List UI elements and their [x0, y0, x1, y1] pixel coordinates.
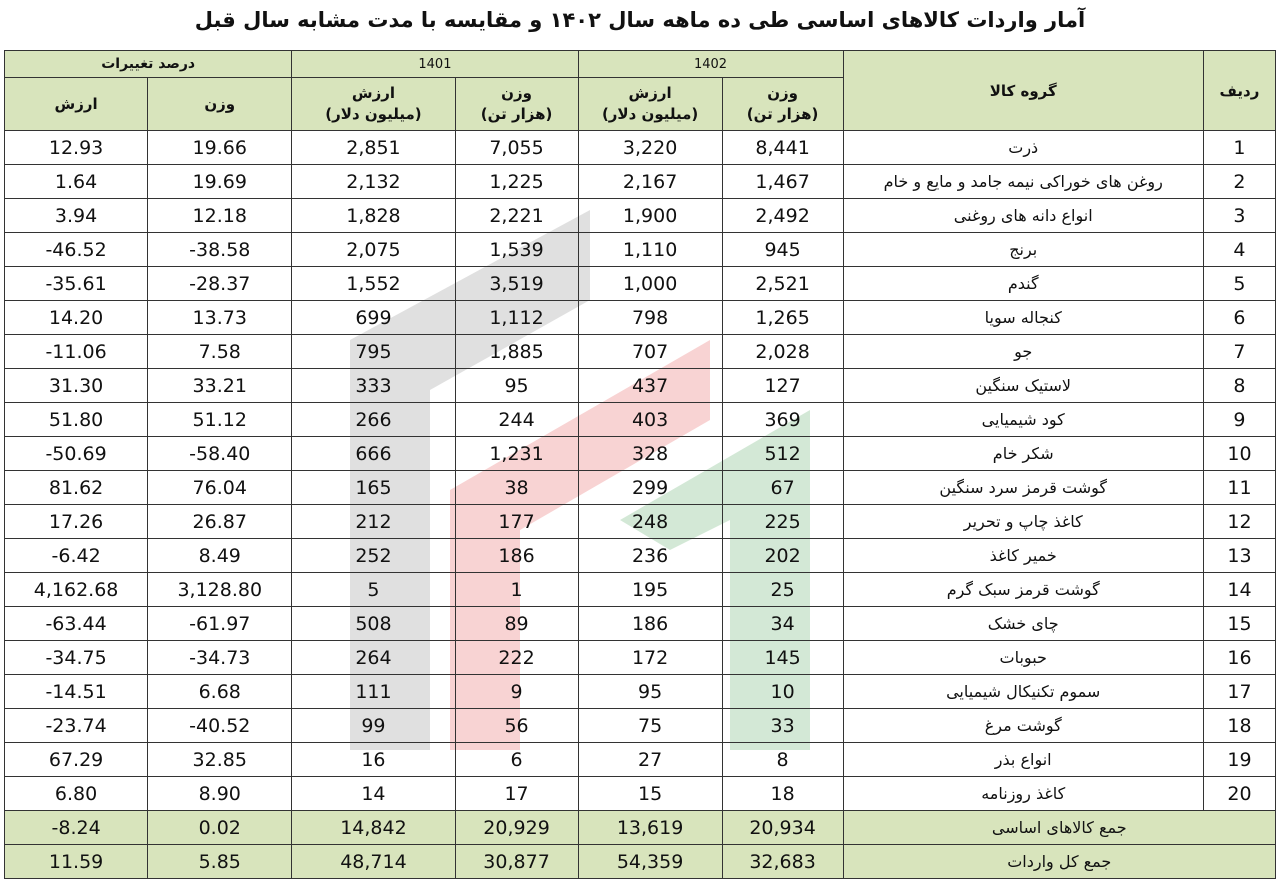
- weight-1402-cell: 945: [722, 233, 843, 267]
- value-1401-cell: 795: [292, 335, 455, 369]
- commodity-name: کاغذ روزنامه: [843, 777, 1203, 811]
- table-row: [5, 131, 1276, 165]
- total-weight-1402-cell: 32,683: [722, 845, 843, 879]
- row-number: 10: [1203, 437, 1275, 471]
- header-change-value: ارزش: [5, 78, 148, 131]
- row-number: 3: [1203, 199, 1275, 233]
- commodity-name: گوشت قرمز سرد سنگین: [843, 471, 1203, 505]
- weight-1401-cell: 95: [455, 369, 578, 403]
- row-number: 9: [1203, 403, 1275, 437]
- change-value-cell: 6.80: [5, 777, 148, 811]
- value-1401-cell: 16: [292, 743, 455, 777]
- table-row: [5, 233, 1276, 267]
- weight-1401-cell: 17: [455, 777, 578, 811]
- weight-1401-cell: 89: [455, 607, 578, 641]
- change-value-cell: 31.30: [5, 369, 148, 403]
- weight-1401-cell: 7,055: [455, 131, 578, 165]
- change-weight-cell: -28.37: [148, 267, 292, 301]
- weight-1402-cell: 2,492: [722, 199, 843, 233]
- value-1401-cell: 264: [292, 641, 455, 675]
- change-weight-cell: 3,128.80: [148, 573, 292, 607]
- value-1401-cell: 666: [292, 437, 455, 471]
- table-row: [5, 777, 1276, 811]
- weight-1402-cell: 225: [722, 505, 843, 539]
- value-1402-cell: 236: [578, 539, 722, 573]
- row-number: 2: [1203, 165, 1275, 199]
- change-weight-cell: 26.87: [148, 505, 292, 539]
- imports-table: [4, 50, 1276, 879]
- total-weight-1401-cell: 20,929: [455, 811, 578, 845]
- change-value-cell: 67.29: [5, 743, 148, 777]
- row-number: 14: [1203, 573, 1275, 607]
- value-1401-cell: 333: [292, 369, 455, 403]
- total-value-1401-cell: 14,842: [292, 811, 455, 845]
- value-1401-cell: 1,552: [292, 267, 455, 301]
- commodity-name: خمیر کاغذ: [843, 539, 1203, 573]
- table-row: [5, 505, 1276, 539]
- table-row: [5, 403, 1276, 437]
- change-weight-cell: 19.69: [148, 165, 292, 199]
- change-weight-cell: -40.52: [148, 709, 292, 743]
- change-weight-cell: 33.21: [148, 369, 292, 403]
- row-number: 12: [1203, 505, 1275, 539]
- value-1401-cell: 5: [292, 573, 455, 607]
- change-value-cell: -35.61: [5, 267, 148, 301]
- weight-1401-cell: 1,225: [455, 165, 578, 199]
- row-number: 18: [1203, 709, 1275, 743]
- header-value-1402: ارزش (میلیون دلار): [578, 78, 722, 131]
- table-row: [5, 743, 1276, 777]
- total-change-weight-cell: 0.02: [148, 811, 292, 845]
- change-value-cell: -23.74: [5, 709, 148, 743]
- change-value-cell: -34.75: [5, 641, 148, 675]
- header-change-weight: وزن: [148, 78, 292, 131]
- change-value-cell: -63.44: [5, 607, 148, 641]
- row-number: 20: [1203, 777, 1275, 811]
- value-1401-cell: 508: [292, 607, 455, 641]
- change-value-cell: -46.52: [5, 233, 148, 267]
- commodity-name: کاغذ چاپ و تحریر: [843, 505, 1203, 539]
- value-1402-cell: 195: [578, 573, 722, 607]
- value-1402-cell: 328: [578, 437, 722, 471]
- value-1401-cell: 2,132: [292, 165, 455, 199]
- total-value-1401-cell: 48,714: [292, 845, 455, 879]
- change-value-cell: -6.42: [5, 539, 148, 573]
- total-value-1402-cell: 13,619: [578, 811, 722, 845]
- change-value-cell: 12.93: [5, 131, 148, 165]
- table-row: [5, 573, 1276, 607]
- value-1402-cell: 186: [578, 607, 722, 641]
- value-1402-cell: 1,900: [578, 199, 722, 233]
- weight-1401-cell: 177: [455, 505, 578, 539]
- value-1401-cell: 266: [292, 403, 455, 437]
- commodity-name: کود شیمیایی: [843, 403, 1203, 437]
- value-1401-cell: 2,075: [292, 233, 455, 267]
- commodity-name: جو: [843, 335, 1203, 369]
- weight-1402-cell: 2,521: [722, 267, 843, 301]
- value-1402-cell: 437: [578, 369, 722, 403]
- row-number: 1: [1203, 131, 1275, 165]
- weight-1401-cell: 1,885: [455, 335, 578, 369]
- weight-1401-cell: 1,539: [455, 233, 578, 267]
- table-row: [5, 709, 1276, 743]
- change-value-cell: -50.69: [5, 437, 148, 471]
- commodity-name: گندم: [843, 267, 1203, 301]
- row-number: 15: [1203, 607, 1275, 641]
- weight-1401-cell: 1,231: [455, 437, 578, 471]
- weight-1402-cell: 127: [722, 369, 843, 403]
- value-1401-cell: 252: [292, 539, 455, 573]
- weight-1402-cell: 1,467: [722, 165, 843, 199]
- change-weight-cell: 8.49: [148, 539, 292, 573]
- row-number: 16: [1203, 641, 1275, 675]
- row-number: 8: [1203, 369, 1275, 403]
- commodity-name: لاستیک سنگین: [843, 369, 1203, 403]
- value-1402-cell: 1,000: [578, 267, 722, 301]
- value-1402-cell: 798: [578, 301, 722, 335]
- table-row: [5, 165, 1276, 199]
- table-row: [5, 471, 1276, 505]
- weight-1402-cell: 202: [722, 539, 843, 573]
- commodity-name: انواع دانه های روغنی: [843, 199, 1203, 233]
- table-row: [5, 301, 1276, 335]
- value-1401-cell: 1,828: [292, 199, 455, 233]
- value-1401-cell: 699: [292, 301, 455, 335]
- weight-1401-cell: 3,519: [455, 267, 578, 301]
- weight-1402-cell: 2,028: [722, 335, 843, 369]
- change-value-cell: 14.20: [5, 301, 148, 335]
- value-1402-cell: 248: [578, 505, 722, 539]
- weight-1401-cell: 1: [455, 573, 578, 607]
- table-row: [5, 267, 1276, 301]
- weight-1401-cell: 2,221: [455, 199, 578, 233]
- weight-1402-cell: 8: [722, 743, 843, 777]
- total-row: [5, 845, 1276, 879]
- table-row: [5, 607, 1276, 641]
- header-weight-1402: وزن (هزار تن): [722, 78, 843, 131]
- change-weight-cell: 19.66: [148, 131, 292, 165]
- total-row: [5, 811, 1276, 845]
- total-label: جمع کالاهای اساسی: [843, 811, 1275, 845]
- change-weight-cell: 12.18: [148, 199, 292, 233]
- value-1402-cell: 1,110: [578, 233, 722, 267]
- value-1402-cell: 15: [578, 777, 722, 811]
- commodity-name: روغن های خوراکی نیمه جامد و مایع و خام: [843, 165, 1203, 199]
- header-value-1401: ارزش (میلیون دلار): [292, 78, 455, 131]
- value-1402-cell: 95: [578, 675, 722, 709]
- commodity-name: سموم تکنیکال شیمیایی: [843, 675, 1203, 709]
- weight-1402-cell: 8,441: [722, 131, 843, 165]
- change-weight-cell: 6.68: [148, 675, 292, 709]
- value-1401-cell: 14: [292, 777, 455, 811]
- commodity-name: برنج: [843, 233, 1203, 267]
- value-1401-cell: 111: [292, 675, 455, 709]
- total-weight-1401-cell: 30,877: [455, 845, 578, 879]
- change-weight-cell: 51.12: [148, 403, 292, 437]
- table-row: [5, 437, 1276, 471]
- commodity-name: گوشت قرمز سبک گرم: [843, 573, 1203, 607]
- weight-1402-cell: 369: [722, 403, 843, 437]
- weight-1402-cell: 67: [722, 471, 843, 505]
- value-1402-cell: 75: [578, 709, 722, 743]
- table-row: [5, 199, 1276, 233]
- row-number: 7: [1203, 335, 1275, 369]
- header-weight-1401: وزن (هزار تن): [455, 78, 578, 131]
- weight-1401-cell: 38: [455, 471, 578, 505]
- weight-1402-cell: 25: [722, 573, 843, 607]
- weight-1401-cell: 56: [455, 709, 578, 743]
- header-year-1402: 1402: [578, 51, 843, 78]
- total-value-1402-cell: 54,359: [578, 845, 722, 879]
- change-value-cell: 1.64: [5, 165, 148, 199]
- commodity-name: چای خشک: [843, 607, 1203, 641]
- value-1402-cell: 172: [578, 641, 722, 675]
- value-1402-cell: 707: [578, 335, 722, 369]
- change-value-cell: -11.06: [5, 335, 148, 369]
- weight-1401-cell: 222: [455, 641, 578, 675]
- change-value-cell: 17.26: [5, 505, 148, 539]
- value-1402-cell: 27: [578, 743, 722, 777]
- change-value-cell: 4,162.68: [5, 573, 148, 607]
- weight-1401-cell: 6: [455, 743, 578, 777]
- table-row: [5, 539, 1276, 573]
- commodity-name: ذرت: [843, 131, 1203, 165]
- row-number: 5: [1203, 267, 1275, 301]
- row-number: 11: [1203, 471, 1275, 505]
- change-weight-cell: -58.40: [148, 437, 292, 471]
- weight-1401-cell: 1,112: [455, 301, 578, 335]
- commodity-name: گوشت مرغ: [843, 709, 1203, 743]
- change-weight-cell: 32.85: [148, 743, 292, 777]
- value-1401-cell: 165: [292, 471, 455, 505]
- value-1401-cell: 99: [292, 709, 455, 743]
- weight-1402-cell: 34: [722, 607, 843, 641]
- change-weight-cell: 8.90: [148, 777, 292, 811]
- weight-1402-cell: 18: [722, 777, 843, 811]
- table-row: [5, 675, 1276, 709]
- table-row: [5, 641, 1276, 675]
- total-change-value-cell: -8.24: [5, 811, 148, 845]
- weight-1401-cell: 9: [455, 675, 578, 709]
- change-weight-cell: -34.73: [148, 641, 292, 675]
- commodity-name: کنجاله سویا: [843, 301, 1203, 335]
- row-number: 4: [1203, 233, 1275, 267]
- value-1401-cell: 2,851: [292, 131, 455, 165]
- total-change-weight-cell: 5.85: [148, 845, 292, 879]
- row-number: 17: [1203, 675, 1275, 709]
- change-weight-cell: 13.73: [148, 301, 292, 335]
- change-weight-cell: -61.97: [148, 607, 292, 641]
- change-value-cell: -14.51: [5, 675, 148, 709]
- value-1402-cell: 2,167: [578, 165, 722, 199]
- header-row-number: ردیف: [1203, 51, 1275, 131]
- weight-1402-cell: 145: [722, 641, 843, 675]
- weight-1402-cell: 10: [722, 675, 843, 709]
- weight-1401-cell: 244: [455, 403, 578, 437]
- total-label: جمع کل واردات: [843, 845, 1275, 879]
- table-row: [5, 335, 1276, 369]
- table-row: [5, 369, 1276, 403]
- value-1402-cell: 3,220: [578, 131, 722, 165]
- commodity-name: شکر خام: [843, 437, 1203, 471]
- change-value-cell: 3.94: [5, 199, 148, 233]
- header-commodity-group: گروه کالا: [843, 51, 1203, 131]
- total-change-value-cell: 11.59: [5, 845, 148, 879]
- value-1402-cell: 403: [578, 403, 722, 437]
- weight-1402-cell: 33: [722, 709, 843, 743]
- commodity-name: انواع بذر: [843, 743, 1203, 777]
- weight-1401-cell: 186: [455, 539, 578, 573]
- value-1401-cell: 212: [292, 505, 455, 539]
- total-weight-1402-cell: 20,934: [722, 811, 843, 845]
- row-number: 6: [1203, 301, 1275, 335]
- change-value-cell: 81.62: [5, 471, 148, 505]
- value-1402-cell: 299: [578, 471, 722, 505]
- change-value-cell: 51.80: [5, 403, 148, 437]
- header-year-1401: 1401: [292, 51, 578, 78]
- change-weight-cell: -38.58: [148, 233, 292, 267]
- commodity-name: حبوبات: [843, 641, 1203, 675]
- row-number: 19: [1203, 743, 1275, 777]
- row-number: 13: [1203, 539, 1275, 573]
- change-weight-cell: 7.58: [148, 335, 292, 369]
- header-change-percent: درصد تغییرات: [5, 51, 292, 78]
- page-title: آمار واردات کالاهای اساسی طی ده ماهه سال ۱۴۰۲ و مقایسه با مدت مشابه سال قبل: [194, 8, 1086, 32]
- change-weight-cell: 76.04: [148, 471, 292, 505]
- weight-1402-cell: 512: [722, 437, 843, 471]
- weight-1402-cell: 1,265: [722, 301, 843, 335]
